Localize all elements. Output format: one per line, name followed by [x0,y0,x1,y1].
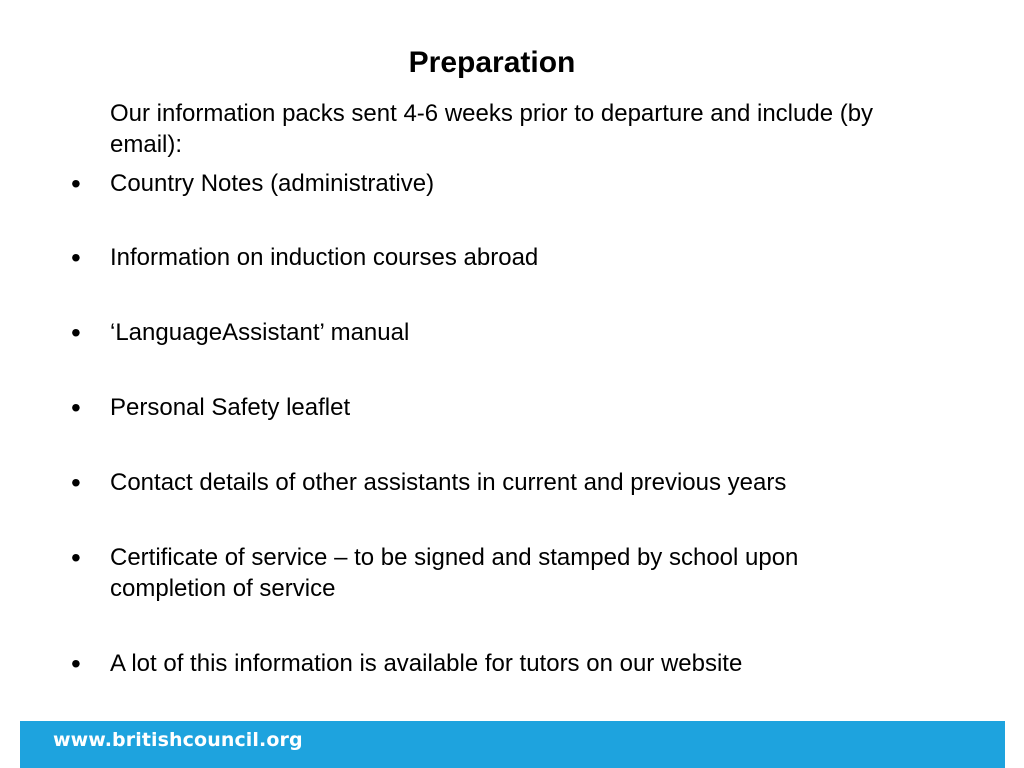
list-item-text: Certificate of service – to be signed and stamped by school upon completion of service [110,544,799,602]
bullet-icon: • [71,467,81,498]
bullet-icon: • [71,168,81,199]
list-item-text: A lot of this information is available for tutors on our website [110,650,743,677]
list-item-text: Information on induction courses abroad [110,244,539,271]
bullet-icon: • [71,648,81,679]
slide-title: Preparation [408,46,576,79]
bullet-icon: • [71,242,81,273]
bullet-icon: • [71,542,81,573]
list-item-text: Country Notes (administrative) [110,170,435,197]
list-item-text: ‘LanguageAssistant’ manual [110,319,410,346]
footer-bar [20,721,1005,768]
bullet-icon: • [71,392,81,423]
bullet-icon: • [71,317,81,348]
list-item-text: Contact details of other assistants in current and previous years [110,469,787,496]
intro-text: Our information packs sent 4-6 weeks prior to departure and include (by email): [110,100,874,158]
list-item-text: Personal Safety leaflet [110,394,351,421]
footer-url[interactable]: www.britishcouncil.org [53,729,303,751]
